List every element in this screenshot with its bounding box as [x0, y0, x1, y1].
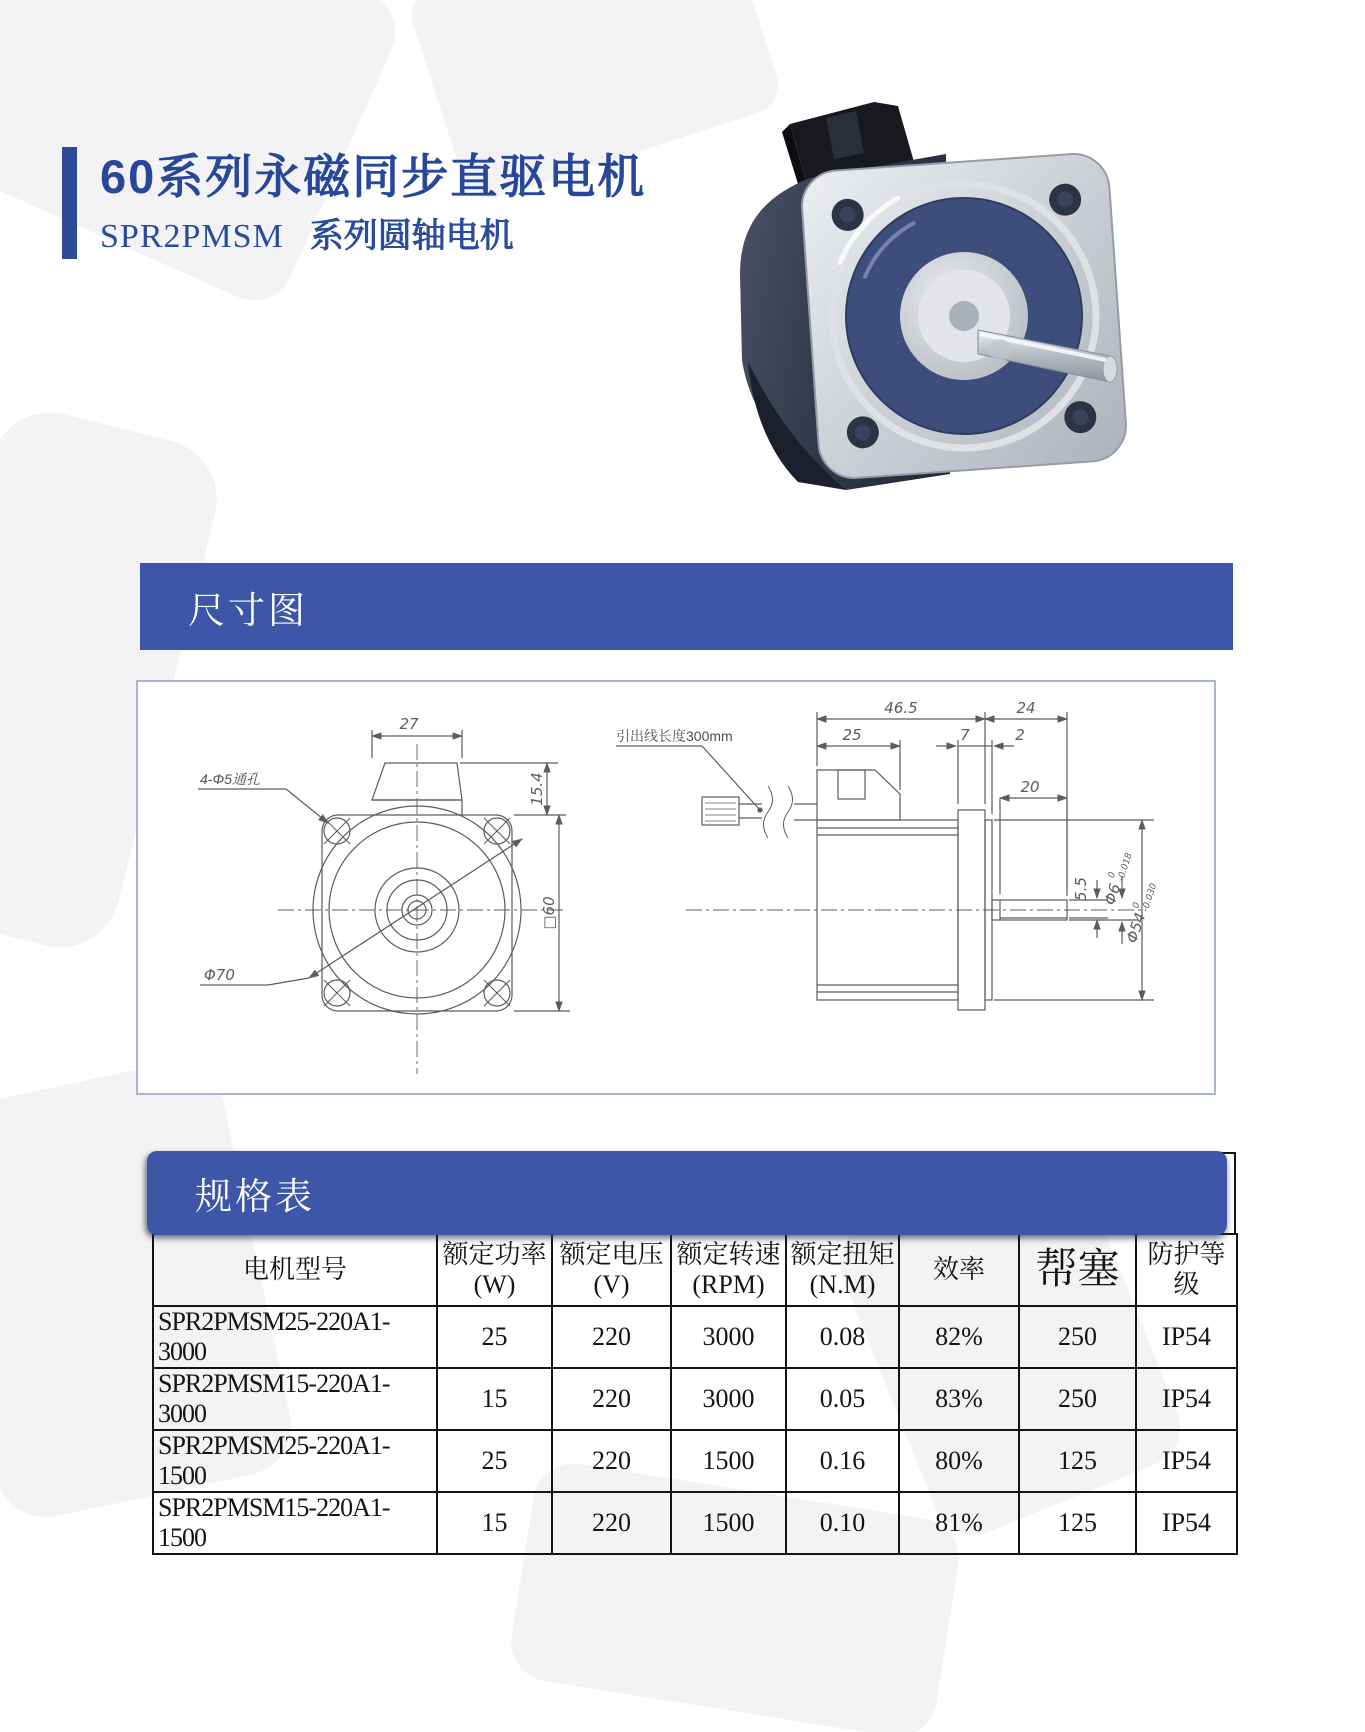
spec-cell: IP54 — [1136, 1430, 1237, 1492]
spec-cell: 0.05 — [786, 1368, 899, 1430]
spec-cell: 82% — [899, 1306, 1019, 1368]
spec-cell: 25 — [437, 1430, 552, 1492]
spec-cell: 1500 — [671, 1492, 786, 1554]
page-subtitle — [100, 208, 514, 257]
spec-cell: 15 — [437, 1492, 552, 1554]
dimension-drawing — [138, 682, 1214, 1093]
spec-cell-model: SPR2PMSM15-220A1-1500 — [153, 1492, 437, 1554]
spec-table-row — [153, 1368, 1237, 1430]
spec-cell: 15 — [437, 1368, 552, 1430]
title-accent-bar — [62, 147, 77, 259]
dim-shaft-usable: 20 — [1020, 778, 1040, 796]
spec-table-wrap — [152, 1233, 1236, 1555]
spec-cell: 0.10 — [786, 1492, 899, 1554]
dim-body-length: 46.5 — [884, 699, 918, 717]
spec-cell: 3000 — [671, 1306, 786, 1368]
dim-spigot-depth: 2 — [1015, 726, 1025, 744]
spec-col-header: 额定电压 (V) — [552, 1234, 671, 1306]
spec-cell: 3000 — [671, 1368, 786, 1430]
dim-spigot-dia-group — [1121, 879, 1160, 945]
spec-cell: 220 — [552, 1368, 671, 1430]
spec-table — [152, 1233, 1238, 1555]
spec-col-header: 效率 — [899, 1234, 1019, 1306]
subtitle-series: 系列圆轴电机 — [309, 217, 514, 255]
spec-table-body — [153, 1306, 1237, 1554]
spec-cell: 25 — [437, 1306, 552, 1368]
dim-flange-thickness: 7 — [960, 726, 970, 744]
dim-terminal-box-length: 25 — [842, 726, 862, 744]
spec-col-header: 帮塞 — [1019, 1234, 1136, 1306]
spec-cell: IP54 — [1136, 1368, 1237, 1430]
dim-frame-size: □60 — [540, 896, 558, 930]
lead-wire-label: 引出线长度300mm — [616, 728, 733, 744]
spec-cell: 1500 — [671, 1430, 786, 1492]
spec-col-header: 额定扭矩 (N.M) — [786, 1234, 899, 1306]
spec-table-row — [153, 1492, 1237, 1554]
spec-cell: 125 — [1019, 1492, 1136, 1554]
spec-cell: 0.08 — [786, 1306, 899, 1368]
spec-cell: 0.16 — [786, 1430, 899, 1492]
spec-table-row — [153, 1306, 1237, 1368]
spec-cell: 250 — [1019, 1368, 1136, 1430]
dim-bolt-circle: Φ70 — [204, 966, 235, 984]
spec-table-head — [153, 1234, 1237, 1306]
spec-table-row — [153, 1430, 1237, 1492]
spec-header-row — [153, 1234, 1237, 1306]
dim-shaft-length: 24 — [1016, 699, 1036, 717]
spec-cell: IP54 — [1136, 1492, 1237, 1554]
dim-shaft-tol-upper: 0 — [1106, 870, 1119, 880]
spec-col-header: 额定转速 (RPM) — [671, 1234, 786, 1306]
dim-shaft-tol-lower: -0.018 — [1116, 851, 1135, 883]
motor-photo — [678, 62, 1136, 507]
holes-label: 4-Φ5通孔 — [200, 771, 260, 787]
spec-col-header: 防护等级 — [1136, 1234, 1237, 1306]
spec-cell-model: SPR2PMSM15-220A1-3000 — [153, 1368, 437, 1430]
dim-flat-depth: 5.5 — [1072, 877, 1090, 901]
dimension-banner-label: 尺寸图 — [188, 589, 308, 631]
spec-cell: 125 — [1019, 1430, 1136, 1492]
spec-cell: 220 — [552, 1306, 671, 1368]
dim-connector-height: 15.4 — [528, 772, 546, 806]
dim-spigot-tol-upper: 0 — [1131, 901, 1143, 910]
page-title: 60系列永磁同步直驱电机 — [100, 150, 647, 203]
spec-cell: 220 — [552, 1430, 671, 1492]
dim-connector-width: 27 — [399, 715, 419, 733]
spec-banner-label: 规格表 — [195, 1176, 315, 1217]
spec-col-header: 电机型号 — [153, 1234, 437, 1306]
dimension-section-banner — [140, 563, 1233, 650]
dim-spigot-dia: Φ54 — [1122, 910, 1150, 946]
spec-cell: 220 — [552, 1492, 671, 1554]
spec-cell: 81% — [899, 1492, 1019, 1554]
spec-cell: 80% — [899, 1430, 1019, 1492]
dim-spigot-tol-lower: -0.030 — [1140, 882, 1160, 913]
dim-shaft-dia: Φ6 — [1100, 881, 1125, 908]
spec-cell-model: SPR2PMSM25-220A1-1500 — [153, 1430, 437, 1492]
spec-section-banner — [147, 1151, 1227, 1235]
dimension-drawing-panel — [136, 680, 1216, 1095]
spec-cell: 250 — [1019, 1306, 1136, 1368]
spec-cell-model: SPR2PMSM25-220A1-3000 — [153, 1306, 437, 1368]
dim-shaft-dia-group — [1099, 848, 1135, 907]
spec-col-header: 额定功率 (W) — [437, 1234, 552, 1306]
spec-cell: IP54 — [1136, 1306, 1237, 1368]
subtitle-model: SPR2PMSM — [100, 218, 284, 255]
spec-cell: 83% — [899, 1368, 1019, 1430]
